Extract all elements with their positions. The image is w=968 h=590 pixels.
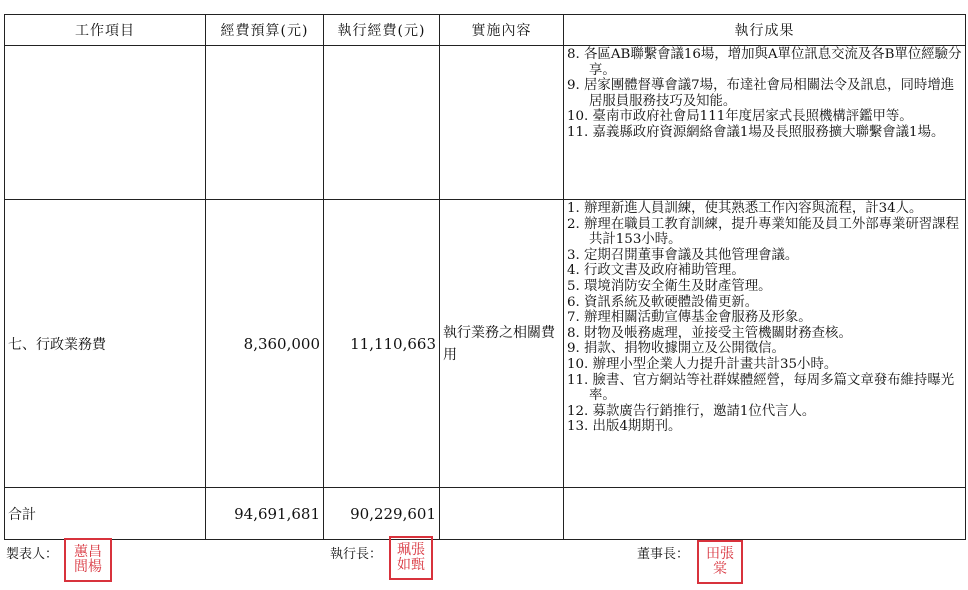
cell-budget (206, 46, 324, 200)
director-seal-stamp (389, 536, 433, 580)
result-item: 3. 定期召開董事會議及其他管理會議。 (567, 247, 799, 263)
cell-results (564, 200, 966, 488)
cell-item: 合計 (5, 488, 206, 540)
director-stamp-text: 珮張 如甄 (397, 542, 425, 573)
director-label: 執行長： (330, 547, 383, 562)
result-item: 7. 辦理相關活動宣傳基金會服務及形象。 (567, 310, 812, 326)
result-item: 8. 財物及帳務處理，並接受主管機關財務查核。 (567, 325, 852, 341)
cell-content (440, 46, 564, 200)
preparer-stamp-text: 蕙昌 閭楊 (74, 544, 102, 575)
result-item: 1. 辦理新進人員訓練，使其熟悉工作內容與流程，計34人。 (567, 201, 923, 216)
result-item: 11. 嘉義縣政府資源網絡會議1場及長照服務擴大聯繫會議1場。 (567, 124, 945, 140)
cell-content: 執行業務之相關費用 (440, 200, 564, 488)
result-item: 13. 出版4期期刊。 (567, 419, 682, 435)
table-row (5, 200, 966, 488)
chair-stamp-text: 田張 棠 (706, 546, 734, 577)
result-item: 11. 臉書、官方網站等社群媒體經營，每周多篇文章發布維持曝光率。 (567, 372, 955, 404)
result-item: 2. 辦理在職員工教育訓練，提升專業知能及員工外部專業研習課程共計153小時。 (567, 216, 959, 248)
header-item: 工作項目 (5, 15, 206, 46)
header-results: 執行成果 (564, 15, 966, 46)
preparer-label: 製表人： (6, 547, 59, 562)
result-item: 10. 辦理小型企業人力提升計畫共計35小時。 (567, 356, 838, 372)
table-row-total (5, 488, 966, 540)
chair-seal-stamp (697, 540, 743, 584)
cell-budget: 94,691,681 (206, 488, 324, 540)
result-item: 10. 臺南市政府社會局111年度居家式長照機構評鑑甲等。 (567, 109, 913, 125)
result-item: 9. 居家團體督導會議7場，布達社會局相關法令及訊息，同時增進居服員服務技巧及知能。 (567, 78, 955, 109)
result-item: 12. 募款廣告行銷推行，邀請1位代言人。 (567, 403, 816, 419)
cell-budget: 8,360,000 (206, 200, 324, 488)
header-content: 實施內容 (440, 15, 564, 46)
expense-table (4, 14, 966, 540)
cell-spent: 11,110,663 (324, 200, 440, 488)
cell-spent (324, 46, 440, 200)
cell-item (5, 46, 206, 200)
cell-content (440, 488, 564, 540)
cell-results (564, 488, 966, 540)
preparer-seal-stamp (64, 538, 112, 582)
cell-spent: 90,229,601 (324, 488, 440, 540)
chair-label: 董事長： (637, 547, 690, 562)
table-header-row (5, 15, 966, 46)
cell-item: 七、行政業務費 (5, 200, 206, 488)
header-budget: 經費預算(元) (206, 15, 324, 46)
result-item: 9. 捐款、捐物收據開立及公開徵信。 (567, 341, 785, 357)
result-item: 8. 各區AB聯繫會議16場，增加與A單位訊息交流及各B單位經驗分享。 (567, 47, 962, 78)
result-item: 5. 環境消防安全衛生及財產管理。 (567, 278, 772, 294)
result-item: 6. 資訊系統及軟硬體設備更新。 (567, 294, 759, 310)
header-spent: 執行經費(元) (324, 15, 440, 46)
table-row (5, 46, 966, 200)
result-item: 4. 行政文書及政府補助管理。 (567, 263, 745, 279)
cell-results (564, 46, 966, 200)
